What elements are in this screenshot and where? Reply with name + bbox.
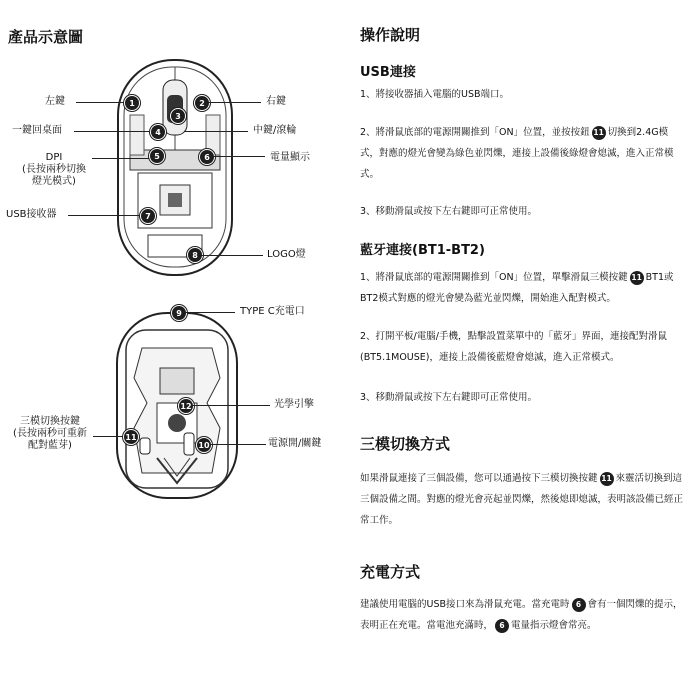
label-one-key-desktop: 一鍵回桌面 bbox=[12, 125, 62, 136]
label-mode-line-2: (長按兩秒可重新 bbox=[13, 428, 87, 439]
charging-text-part-a: 建議使用電腦的USB接口來為滑鼠充電。當充電時 bbox=[360, 599, 570, 610]
usb-step-3: 3、移動滑鼠或按下左右鍵即可正常使用。 bbox=[360, 206, 538, 217]
badge-6-inline: 6 bbox=[495, 619, 509, 633]
mouse-top-view-illustration bbox=[110, 55, 240, 280]
label-logo-light: LOGO燈 bbox=[267, 249, 306, 260]
badge-12: 12 bbox=[178, 398, 194, 414]
label-middle-wheel: 中鍵/滾輪 bbox=[253, 125, 297, 136]
bluetooth-heading: 藍牙連接(BT1-BT2) bbox=[360, 243, 485, 258]
diagram-title: 產品示意圖 bbox=[8, 28, 84, 46]
bluetooth-step-2: 2、打開平板/電腦/手機，點擊設置菜單中的「藍牙」界面，連接配對滑鼠(BT5.1MOUSE)，連接上設備後藍燈會熄滅，進入正常模式。 bbox=[360, 331, 667, 363]
badge-1: 1 bbox=[124, 95, 140, 111]
bluetooth-step-3: 3、移動滑鼠或按下左右鍵即可正常使用。 bbox=[360, 392, 538, 403]
label-dpi bbox=[8, 152, 100, 188]
label-dpi-line-3: 燈光模式) bbox=[32, 176, 76, 187]
label-right-key: 右鍵 bbox=[266, 96, 286, 107]
bluetooth-step-1-part-a: 1、將滑鼠底部的電源開關推到「ON」位置，單擊滑鼠三模按鍵 bbox=[360, 272, 628, 283]
label-dpi-line-1: DPI bbox=[45, 152, 63, 163]
label-left-key: 左鍵 bbox=[45, 96, 65, 107]
charging-heading: 充電方式 bbox=[360, 563, 421, 581]
badge-6-inline: 6 bbox=[572, 598, 586, 612]
badge-2: 2 bbox=[194, 95, 210, 111]
label-mode-line-3: 配對藍芽) bbox=[28, 440, 72, 451]
label-dpi-line-2: (長按兩秒切換 bbox=[22, 164, 86, 175]
badge-9: 9 bbox=[171, 305, 187, 321]
label-optical-engine: 光學引擎 bbox=[274, 399, 314, 410]
mode-switch-text-part-b: 來靈活切換到這三個設備之間。對應的燈光會亮起並閃爍，然後熄即熄滅，表明該設備已經正常工作。 bbox=[360, 473, 684, 526]
mode-switch-text-part-a: 如果滑鼠連接了三個設備，您可以通過按下三模切換按鍵 bbox=[360, 473, 598, 484]
badge-11-inline: 11 bbox=[630, 271, 644, 285]
badge-11-inline: 11 bbox=[600, 472, 614, 486]
bluetooth-step-1 bbox=[360, 267, 685, 309]
bluetooth-step-1-part-b: BT1或BT2模式對應的燈光會變為藍光並閃爍，開始進入配對模式。 bbox=[360, 272, 674, 304]
badge-4: 4 bbox=[150, 124, 166, 140]
usb-step-2-part-a: 2、將滑鼠底部的電源開關推到「ON」位置，並按按鈕 bbox=[360, 127, 590, 138]
label-mode-switch bbox=[4, 416, 96, 452]
usb-step-2-part-b: 切換到2.4G模式，對應的燈光會變為綠色並閃爍，連接上設備後綠燈會熄滅，進入正常模式。 bbox=[360, 127, 674, 180]
usb-step-1: 1、將接收器插入電腦的USB端口。 bbox=[360, 89, 510, 100]
label-type-c: TYPE C充電口 bbox=[240, 306, 305, 317]
badge-5: 5 bbox=[149, 148, 165, 164]
label-usb-receiver: USB接收器 bbox=[6, 209, 57, 220]
label-power-switch: 電源開/關鍵 bbox=[268, 438, 322, 449]
instructions-title: 操作說明 bbox=[360, 26, 421, 44]
charging-text bbox=[360, 594, 685, 636]
badge-6: 6 bbox=[199, 149, 215, 165]
badge-8: 8 bbox=[187, 247, 203, 263]
mode-switch-heading: 三模切換方式 bbox=[360, 435, 451, 453]
badge-7: 7 bbox=[140, 208, 156, 224]
label-mode-line-1: 三模切換按鍵 bbox=[20, 416, 80, 427]
label-battery-display: 電量顯示 bbox=[270, 152, 310, 163]
usb-step-2 bbox=[360, 122, 685, 185]
badge-11: 11 bbox=[123, 429, 139, 445]
charging-text-part-c: 電量指示燈會常亮。 bbox=[511, 620, 597, 631]
mode-switch-text bbox=[360, 468, 685, 531]
badge-11-inline: 11 bbox=[592, 126, 606, 140]
badge-3: 3 bbox=[170, 108, 186, 124]
badge-10: 10 bbox=[196, 437, 212, 453]
charging-text-part-b: 會有一個閃爍的提示，表明正在充電。當電池充滿時， bbox=[360, 599, 683, 631]
usb-heading: USB連接 bbox=[360, 65, 416, 80]
